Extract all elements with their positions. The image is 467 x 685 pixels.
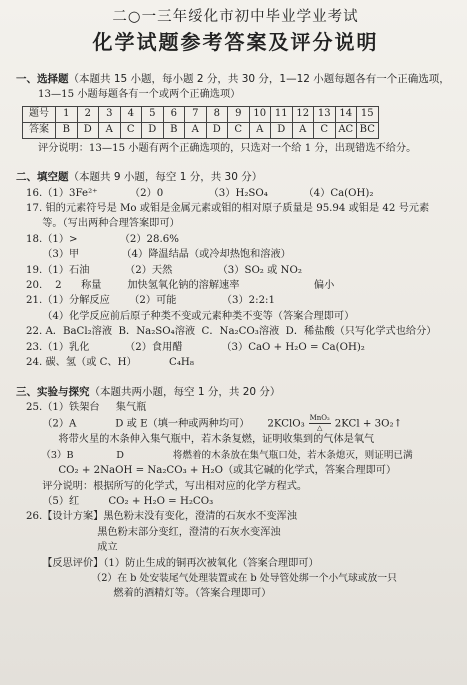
table-cell: A (292, 122, 314, 138)
answer-line: 等。（写出两种合理答案即可） (26, 218, 180, 230)
table-cell: 5 (142, 106, 164, 122)
table-cell: 14 (335, 106, 357, 122)
section-1-scoring-note: 评分说明：13—15 小题有两个正确选项的，只选对一个给 1 分，出现错选不给分。 (38, 142, 417, 154)
equation-reactant: 2KClO₃ (267, 418, 305, 430)
table-cell: 10 (249, 106, 271, 122)
table-cell: D (206, 122, 228, 138)
answer-line: 黑色粉末部分变红，澄清的石灰水变浑浊 (26, 526, 281, 538)
section-3-heading (16, 385, 455, 400)
table-cell: 6 (163, 106, 185, 122)
answer-line: 22. A．BaCl₂溶液 B．Na₂SO₄溶液 C．Na₂CO₃溶液 D．稀盐酸（只写化学式也给分） (26, 326, 437, 338)
section-1-title: 一、选择题 (16, 73, 69, 85)
answer-line: 17. 钼的元素符号是 Mo 或钼是金属元素或钼的相对原子质量是 95.94 或钼是 42 号元素 (26, 203, 430, 215)
chemical-equation (267, 415, 402, 432)
row-label-answer: 答案 (23, 122, 56, 138)
table-cell: AC (335, 122, 357, 138)
table-cell: 12 (292, 106, 314, 122)
catalyst-label: MnO₂ (309, 414, 330, 423)
section-2-body (16, 186, 455, 371)
answer-line: 16.（1）3Fe²⁺ （2）0 （3）H₂SO₄ （4）Ca(OH)₂ (26, 187, 374, 199)
table-cell: 15 (357, 106, 379, 122)
table-cell: C (120, 122, 142, 138)
answer-line: 20. 2 称量 加快氢氧化钠的溶解速率 偏小 (26, 280, 335, 292)
table-cell: 13 (314, 106, 336, 122)
table-cell: C (314, 122, 336, 138)
table-cell: BC (357, 122, 379, 138)
section-1-heading (16, 72, 455, 87)
section-3-body (16, 400, 455, 602)
scoring-note: 评分说明：根据所写的化学式，写出相对应的化学方程式。 (26, 480, 308, 492)
table-cell: A (99, 122, 121, 138)
table-cell: B (56, 122, 78, 138)
answer-line: （3）B D 将燃着的木条放在集气瓶口处，若木条熄灭，则证明已满 (26, 449, 413, 461)
table-row-answers (23, 122, 379, 138)
answer-table (22, 106, 379, 139)
answer-line: 26.【设计方案】黑色粉末没有变化，澄清的石灰水不变浑浊 (26, 511, 297, 523)
answer-line: （2）在 b 处安装尾气处理装置或在 b 处导管处绑一个小气球或放一只 (26, 572, 397, 584)
answer-line: 21.（1）分解反应 （2）可能 （3）2:2:1 (26, 295, 275, 307)
heat-symbol: △ (317, 424, 323, 433)
table-cell: 11 (271, 106, 293, 122)
document-title: 化学试题参考答案及评分说明 (92, 30, 379, 54)
table-cell: B (163, 122, 185, 138)
exam-title: 二○一三年绥化市初中毕业学业考试 (112, 9, 359, 25)
answer-line: （3）甲 （4）降温结晶（或冷却热饱和溶液） (26, 249, 291, 261)
answer-line: （5）红 CO₂ + H₂O = H₂CO₃ (26, 495, 214, 507)
answer-line-with-equation (26, 415, 455, 432)
table-cell: D (271, 122, 293, 138)
table-cell: 2 (77, 106, 99, 122)
answer-line: 23.（1）乳化 （2）食用醋 （3）CaO + H₂O = Ca(OH)₂ (26, 341, 365, 353)
answer-text: （2）A D 或 E（填一种或两种均可） (26, 418, 250, 430)
table-cell: 4 (120, 106, 142, 122)
answer-line: 燃着的酒精灯等。（答案合理即可） (26, 588, 272, 600)
table-cell: D (142, 122, 164, 138)
table-cell: D (77, 122, 99, 138)
equation-product: 2KCl + 3O₂↑ (334, 418, 403, 430)
reaction-condition (309, 415, 331, 432)
answer-line: 【反思评价】（1）防止生成的铜再次被氧化（答案合理即可） (26, 557, 319, 569)
table-cell: A (249, 122, 271, 138)
answer-line: 25.（1）铁架台 集气瓶 (26, 401, 147, 413)
answer-line: （4）化学反应前后原子种类不变或元素种类不变等（答案合理即可） (26, 310, 355, 322)
answer-line: 将带火星的木条伸入集气瓶中，若木条复燃，证明收集到的气体是氧气 (26, 434, 375, 446)
section-2-info: （本题共 9 小题，每空 1 分，共 30 分） (68, 171, 263, 184)
answer-line: 19.（1）石油 （2）天然 （3）SO₂ 或 NO₂ (26, 264, 302, 276)
section-3-info: （本题共两小题，每空 1 分，共 20 分） (89, 385, 281, 398)
answer-line: CO₂ + 2NaOH = Na₂CO₃ + H₂O（或其它碱的化学式，答案合理即可） (26, 465, 397, 477)
answer-line: 24. 碳、氢（或 C、H） C₄H₈ (26, 357, 194, 369)
row-label-number: 题号 (23, 106, 56, 122)
table-cell: A (185, 122, 207, 138)
table-cell: 8 (206, 106, 228, 122)
table-cell: 1 (56, 106, 78, 122)
table-cell: C (228, 122, 250, 138)
section-1-info: （本题共 15 小题，每小题 2 分，共 30 分，1—12 小题每题各有一个正确选项， (68, 73, 450, 85)
answer-line: 18.（1）> （2）28.6% (26, 233, 179, 245)
section-1-info-line2: 13—15 小题每题各有一个或两个正确选项） (38, 89, 241, 101)
table-row-numbers (23, 106, 379, 122)
section-3-title: 三、实验与探究 (16, 385, 90, 398)
table-cell: 7 (185, 106, 207, 122)
table-cell: 3 (99, 106, 121, 122)
table-cell: 9 (228, 106, 250, 122)
section-2-heading (16, 170, 455, 185)
answer-line: 成立 (26, 542, 118, 554)
section-2-title: 二、填空题 (16, 171, 69, 184)
